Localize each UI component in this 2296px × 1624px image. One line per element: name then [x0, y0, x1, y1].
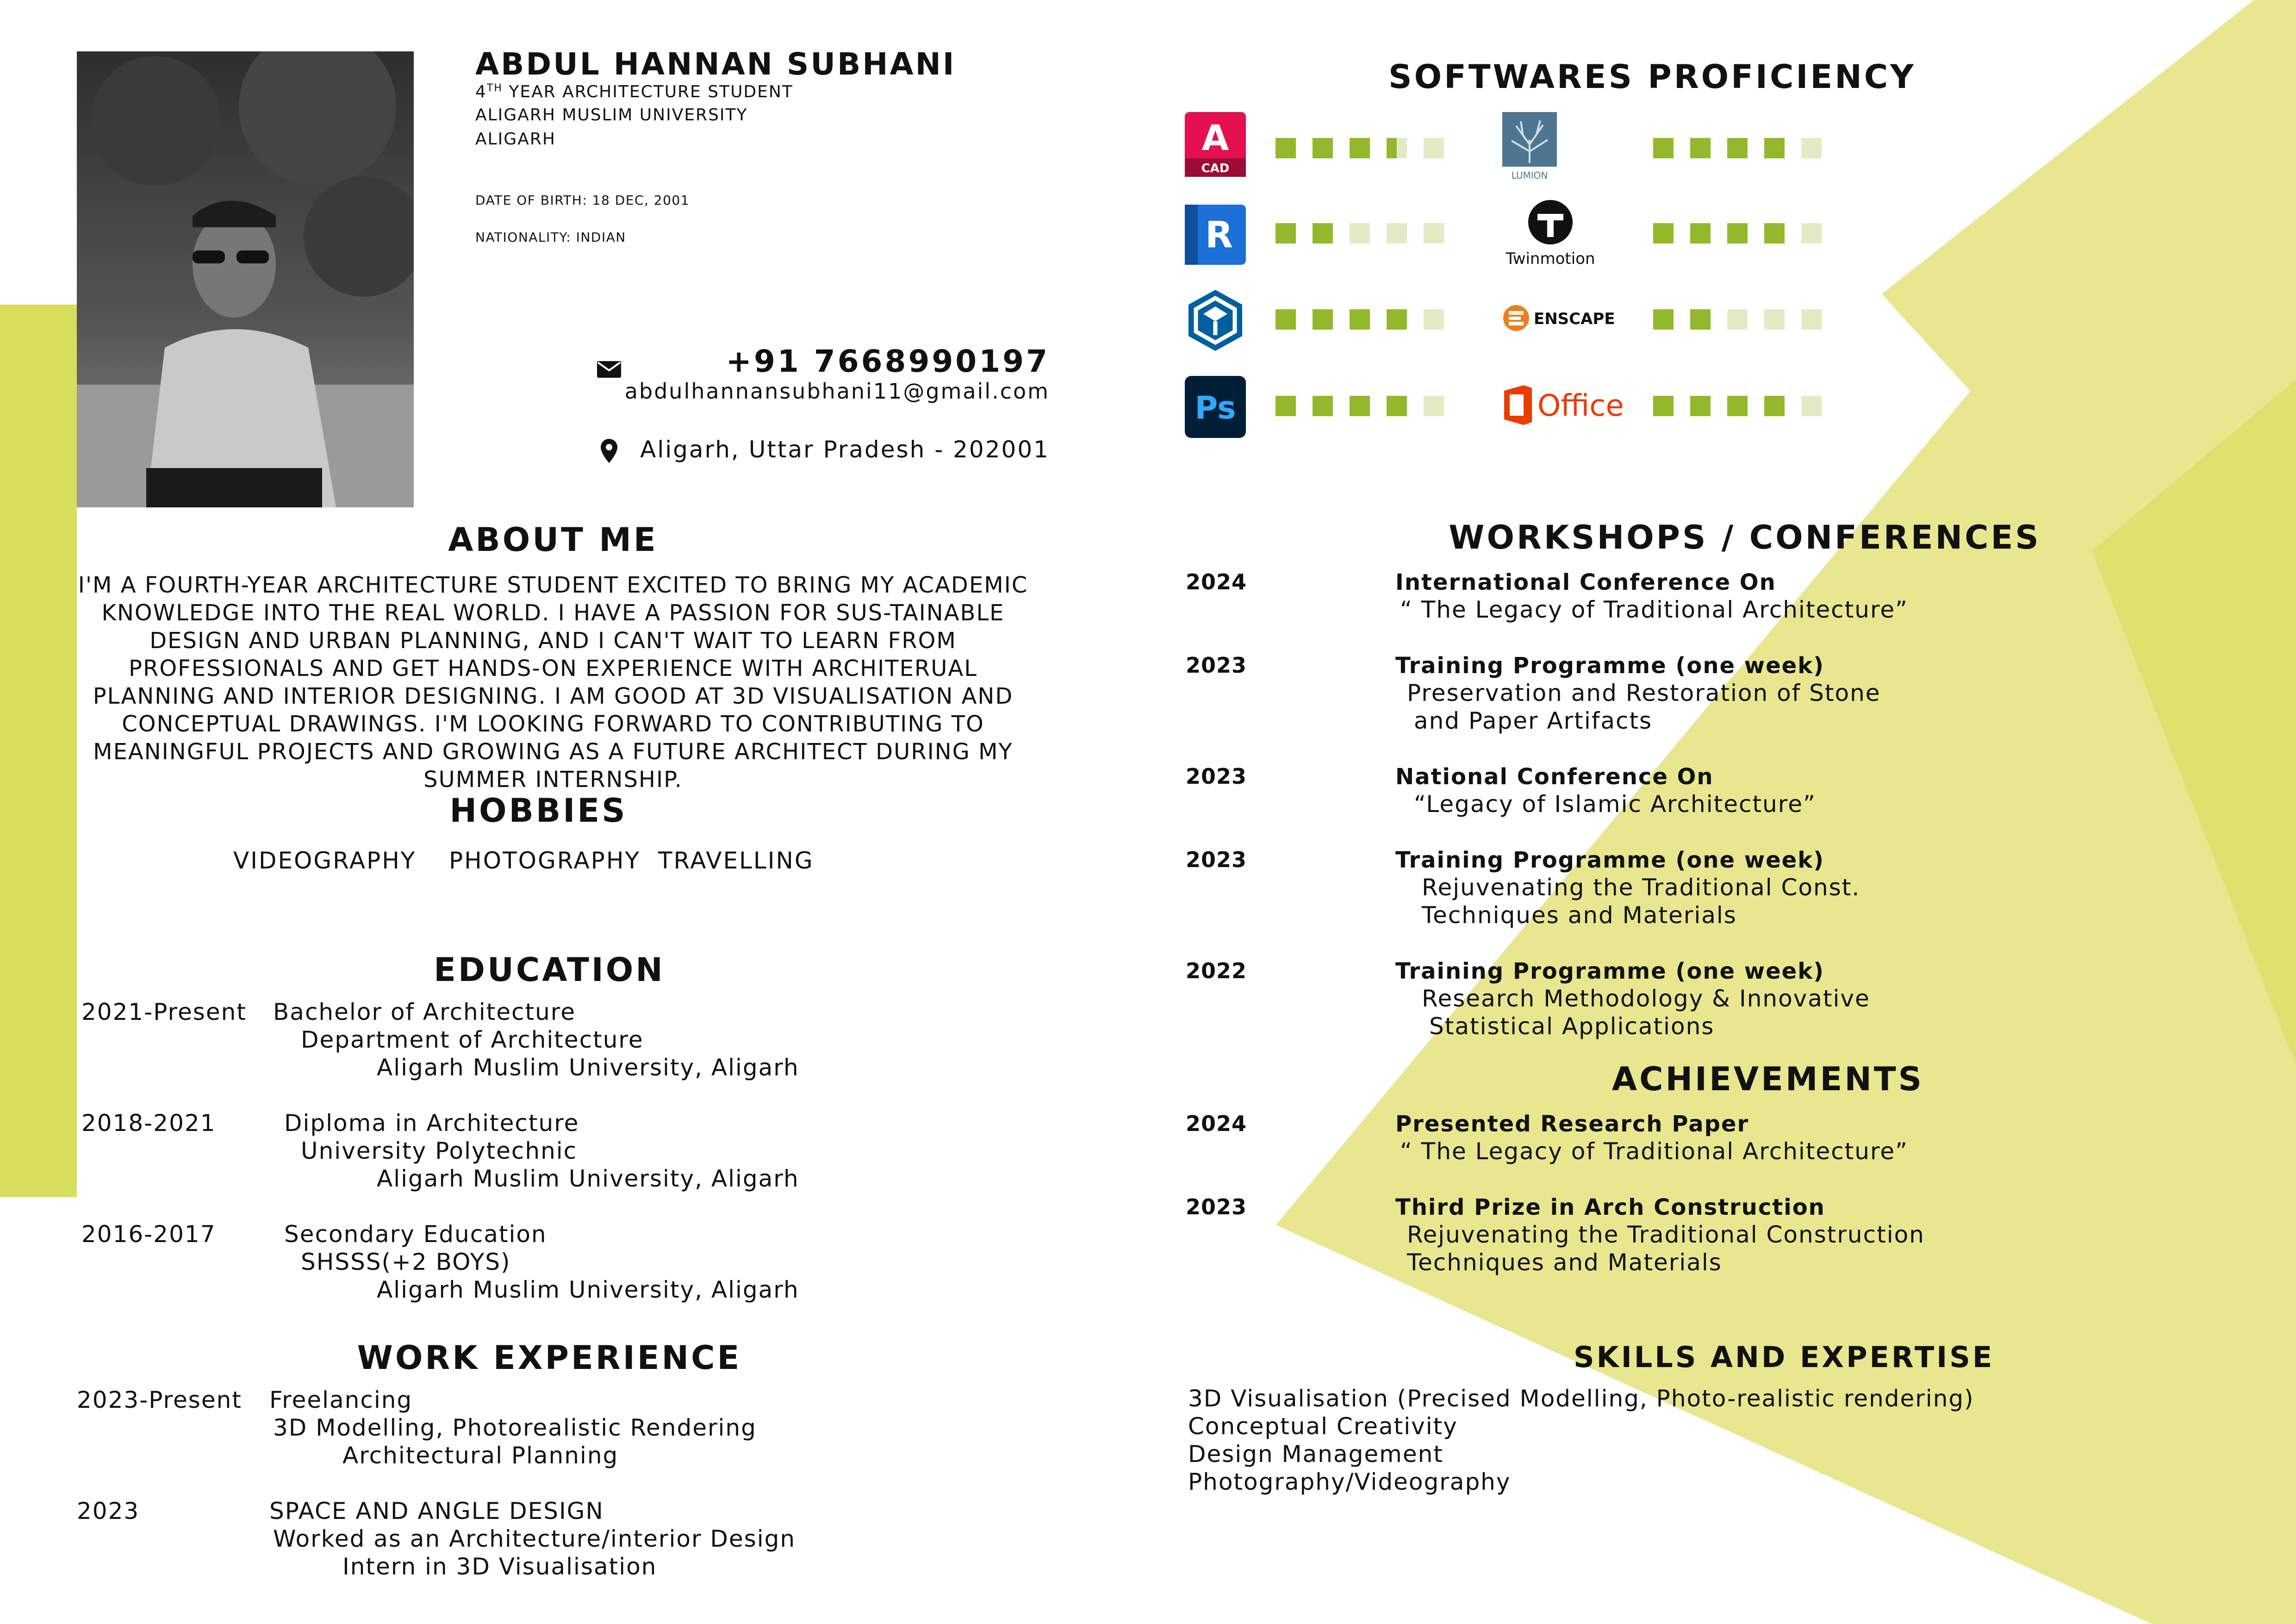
hobby-item: VIDEOGRAPHY: [233, 847, 417, 874]
achievements-heading: ACHIEVEMENTS: [1612, 1060, 1924, 1098]
proficiency-square: [1350, 396, 1370, 416]
skills-heading: SKILLS AND EXPERTISE: [1574, 1340, 1995, 1374]
education-department: Department of Architecture: [301, 1026, 644, 1053]
proficiency-square: [1690, 223, 1711, 244]
proficiency-square: [1387, 223, 1407, 244]
workshop-title: Training Programme (one week): [1395, 847, 1825, 873]
workshop-detail: “Legacy of Islamic Architecture”: [1414, 791, 1816, 818]
education-institution: Aligarh Muslim University, Aligarh: [377, 1276, 799, 1303]
about-text: I'M A FOURTH-YEAR ARCHITECTURE STUDENT EXCITED TO BRING MY ACADEMIC KNOWLEDGE INTO THE REAL WORLD. I HAVE A PASSION FOR SUS-TAINABLE DESIGN AND URBAN PLANNING, AND I CAN'T WAIT TO LEARN FROM PROFESSIONALS AND GET HANDS-ON EXPERIENCE WITH ARCHITERUAL PLANNING AND INTERIOR DESIGNING. I AM GOOD AT 3D VISUALISATION AND CONCEPTUAL DRAWINGS. I'M LOOKING FORWARD TO CONTRIBUTING TO MEANINGFUL PROJECTS AND GROWING AS A FUTURE ARCHITECT DURING MY SUMMER INTERNSHIP.: [78, 572, 1028, 793]
skill-item: Conceptual Creativity: [1188, 1413, 1458, 1440]
svg-text:LUMION: LUMION: [1511, 170, 1548, 181]
svg-text:Office: Office: [1537, 389, 1624, 423]
workshop-year: 2022: [1186, 958, 1247, 983]
svg-text:R: R: [1205, 214, 1233, 256]
university-name: ALIGARH MUSLIM UNIVERSITY: [475, 106, 748, 125]
proficiency-square: [1276, 138, 1296, 158]
svg-text:CAD: CAD: [1201, 162, 1230, 175]
revit-icon: [1185, 205, 1246, 267]
proficiency-square: [1764, 138, 1785, 158]
workshop-year: 2023: [1186, 653, 1247, 678]
proficiency-square: [1350, 309, 1370, 330]
proficiency-square: [1653, 223, 1674, 244]
education-years: 2016-2017: [81, 1221, 216, 1248]
proficiency-square: [1424, 223, 1444, 244]
achievement-detail: Rejuvenating the Traditional Construction: [1407, 1221, 1925, 1248]
hobby-item: TRAVELLING: [658, 847, 814, 874]
workshop-detail: and Paper Artifacts: [1414, 707, 1653, 734]
proficiency-square: [1313, 223, 1333, 244]
proficiency-square: [1387, 309, 1407, 330]
proficiency-square: [1424, 396, 1444, 416]
proficiency-square: [1727, 138, 1748, 158]
office-icon: [1502, 384, 1632, 428]
education-degree: Secondary Education: [284, 1221, 547, 1248]
email-address[interactable]: abdulhannansubhani11@gmail.com: [624, 379, 1050, 404]
proficiency-square: [1764, 396, 1785, 416]
education-department: SHSSS(+2 BOYS): [301, 1249, 511, 1275]
svg-text:ENSCAPE: ENSCAPE: [1534, 310, 1615, 328]
svg-text:Twinmotion: Twinmotion: [1506, 250, 1595, 268]
workshop-detail: Preservation and Restoration of Stone: [1407, 680, 1881, 706]
education-years: 2021-Present: [81, 999, 247, 1025]
software-heading: SOFTWARES PROFICIENCY: [1388, 58, 1916, 96]
proficiency-square: [1727, 223, 1748, 244]
proficiency-square: [1387, 396, 1407, 416]
skill-item: 3D Visualisation (Precised Modelling, Photo-realistic rendering): [1188, 1385, 1974, 1412]
proficiency-square: [1690, 396, 1711, 416]
sketchup-icon: [1185, 288, 1246, 355]
workshop-year: 2023: [1186, 764, 1247, 789]
hobby-item: PHOTOGRAPHY: [449, 847, 641, 874]
proficiency-square: [1727, 309, 1748, 330]
work-heading: WORK EXPERIENCE: [357, 1339, 742, 1377]
workshop-detail: Rejuvenating the Traditional Const.: [1422, 874, 1860, 901]
skill-item: Design Management: [1188, 1441, 1444, 1468]
mail-icon: [597, 361, 621, 380]
workshop-title: International Conference On: [1395, 569, 1776, 595]
proficiency-square: [1764, 309, 1785, 330]
workshop-detail: “ The Legacy of Traditional Architecture”: [1400, 596, 1909, 623]
proficiency-square: [1276, 396, 1296, 416]
achievement-detail: Techniques and Materials: [1407, 1249, 1722, 1276]
proficiency-square: [1653, 396, 1674, 416]
proficiency-square: [1276, 309, 1296, 330]
person-name: ABDUL HANNAN SUBHANI: [475, 46, 956, 82]
student-year: 4TH YEAR ARCHITECTURE STUDENT: [475, 82, 793, 101]
proficiency-square: [1801, 138, 1822, 158]
education-degree: Bachelor of Architecture: [273, 999, 576, 1025]
proficiency-square: [1350, 138, 1370, 158]
proficiency-square: [1424, 309, 1444, 330]
proficiency-square: [1313, 396, 1333, 416]
photoshop-icon: [1185, 376, 1246, 440]
workshop-year: 2023: [1186, 847, 1247, 872]
achievement-year: 2024: [1186, 1111, 1247, 1136]
work-detail: Architectural Planning: [342, 1442, 619, 1469]
workshop-title: Training Programme (one week): [1395, 653, 1825, 679]
work-detail: Worked as an Architecture/interior Design: [273, 1525, 796, 1552]
twinmotion-icon: [1500, 199, 1601, 270]
education-heading: EDUCATION: [434, 951, 665, 989]
about-heading: ABOUT ME: [448, 521, 658, 559]
work-years: 2023-Present: [77, 1387, 242, 1413]
workshops-heading: WORKSHOPS / CONFERENCES: [1449, 518, 2041, 556]
proficiency-square: [1313, 309, 1333, 330]
workshop-title: Training Programme (one week): [1395, 958, 1825, 984]
proficiency-square: [1424, 138, 1444, 158]
proficiency-square: [1350, 223, 1370, 244]
left-accent-bar: [0, 305, 77, 1197]
workshop-detail: Techniques and Materials: [1422, 902, 1737, 929]
workshop-title: National Conference On: [1395, 764, 1714, 790]
work-role: Freelancing: [269, 1387, 413, 1413]
proficiency-square: [1801, 309, 1822, 330]
workshop-detail: Statistical Applications: [1429, 1013, 1715, 1040]
address: Aligarh, Uttar Pradesh - 202001: [640, 436, 1050, 463]
education-institution: Aligarh Muslim University, Aligarh: [377, 1165, 799, 1192]
workshop-year: 2024: [1186, 569, 1247, 594]
work-detail: Intern in 3D Visualisation: [342, 1553, 657, 1580]
city-name: ALIGARH: [475, 130, 556, 149]
svg-text:A: A: [1201, 117, 1229, 158]
nationality: NATIONALITY: INDIAN: [475, 230, 626, 245]
workshop-detail: Research Methodology & Innovative: [1422, 985, 1870, 1012]
achievement-detail: “ The Legacy of Traditional Architecture”: [1400, 1138, 1909, 1165]
achievement-title: Third Prize in Arch Construction: [1395, 1194, 1825, 1220]
svg-text:Ps: Ps: [1195, 390, 1236, 426]
work-detail: 3D Modelling, Photorealistic Rendering: [273, 1414, 757, 1441]
proficiency-square: [1276, 223, 1296, 244]
proficiency-square: [1801, 223, 1822, 244]
phone-number: +91 7668990197: [726, 344, 1050, 379]
proficiency-square: [1727, 396, 1748, 416]
proficiency-square: [1653, 138, 1674, 158]
proficiency-square: [1764, 223, 1785, 244]
proficiency-square: [1387, 138, 1407, 158]
enscape-icon: [1502, 302, 1627, 336]
work-years: 2023: [77, 1498, 140, 1524]
skill-item: Photography/Videography: [1188, 1468, 1511, 1495]
lumion-icon: [1502, 112, 1557, 182]
education-degree: Diploma in Architecture: [284, 1110, 579, 1137]
achievement-year: 2023: [1186, 1194, 1247, 1219]
work-role: SPACE AND ANGLE DESIGN: [269, 1498, 604, 1524]
proficiency-square: [1313, 138, 1333, 158]
hobbies-heading: HOBBIES: [449, 792, 628, 830]
location-pin-icon: [601, 439, 617, 465]
education-institution: Aligarh Muslim University, Aligarh: [377, 1054, 799, 1081]
education-department: University Polytechnic: [301, 1137, 578, 1164]
achievement-title: Presented Research Paper: [1395, 1111, 1749, 1137]
profile-photo: [77, 51, 414, 507]
date-of-birth: DATE OF BIRTH: 18 DEC, 2001: [475, 193, 690, 208]
education-years: 2018-2021: [81, 1110, 216, 1137]
proficiency-square: [1653, 309, 1674, 330]
proficiency-square: [1690, 138, 1711, 158]
proficiency-square: [1801, 396, 1822, 416]
proficiency-square: [1690, 309, 1711, 330]
autocad-icon: [1185, 112, 1246, 179]
